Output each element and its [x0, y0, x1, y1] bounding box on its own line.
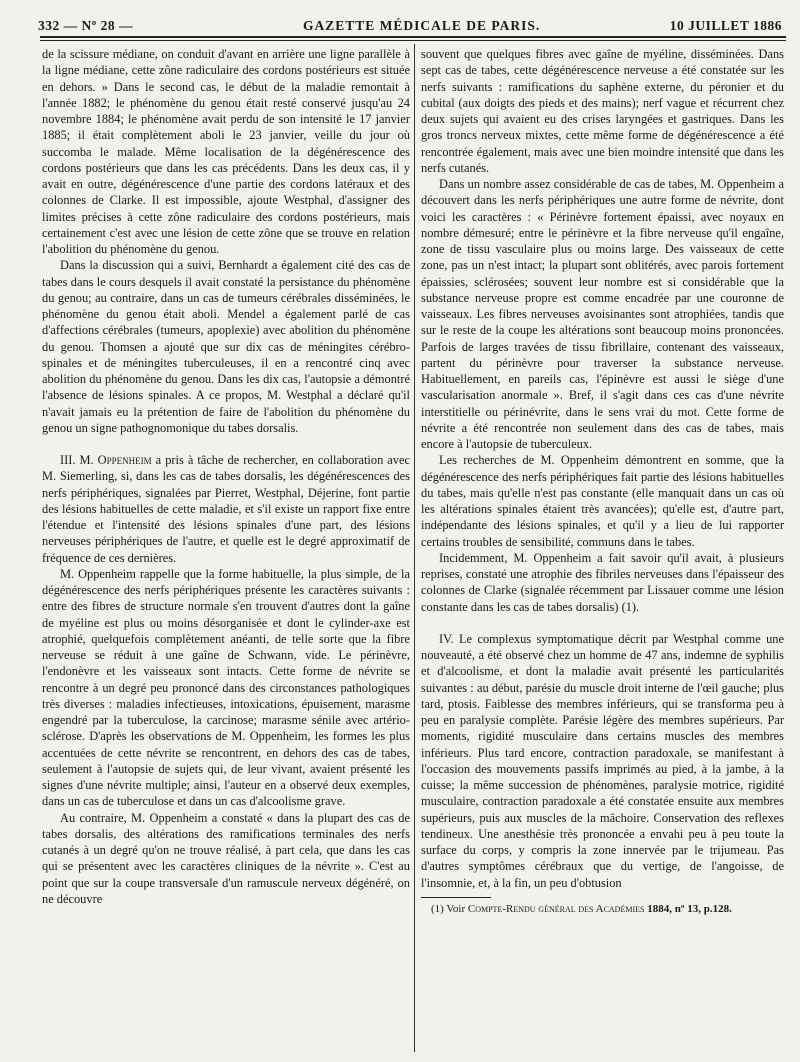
header-rule	[40, 36, 786, 38]
right-paragraph-4: Incidemment, M. Oppenheim a fait savoir qu'il avait, à plusieurs reprises, constaté une atrophie des fibriles nerveuses dans l'épaisseur des colonnes de Clarke (signalée récemment par Lissauer comme une lésion constante dans les cas de tabes dorsalis) (1).	[421, 550, 784, 614]
right-paragraph-2: Dans un nombre assez considérable de cas de tabes, M. Oppenheim a découvert dans les nerfs périphériques une autre forme de névrite, dont voici les caractères : « Périnèvre fortement épaissi, avec noyaux en nombre démesuré; entre le périnèvre et la fibre nerveuse qu'il engaîne, zone de tissu vasculaire plus ou moins large. Des vaisseaux de cette zone, pas un n'est intact; la plupart sont oblitérés, avec parois fortement épaissies, sclérosées; souvent leur nombre est si considérable que la substance nerveuse propre est comme encadrée par une couronne de vaisseaux. Les fibres nerveuses avoisinantes sont atrophiées, tandis que sur le reste de la coupe les altérations sont beaucoup moins prononcées. Parfois de larges travées de tissu fibrillaire, contenant des vaisseaux, partent du périnèvre pour traverser la substance nerveuse. Habituellement, en pareils cas, l'épinèvre est aussi le siège d'une vascularisation anormale ». Bref, il s'agit dans ces cas d'une névrite interstitielle ou périnévrite, dans le sens vrai du mot. Cette forme de névrite a été rencontrée non seulement dans des cas de tabes, mais encore à l'autopsie de tuberculeux.	[421, 177, 784, 451]
left-column	[42, 46, 410, 907]
section-number: III. M.	[60, 453, 94, 467]
right-paragraph-1: souvent que quelques fibres avec gaîne de myéline, disséminées. Dans sept cas de tabes, cette dégénérescence nerveuse a été constatée sur les nerfs suivants : ramifications du saphène externe, du péronier et du cubital (aux doigts des pieds et des mains); nerf vague et récurrent chez deux sujets qui avaient eu des crises laryngées et gastriques. Dans les gros troncs nerveux mixtes, cette même forme de dégénérescence a été rencontrée également, mais avec une bien moindre intensité que dans les nerfs cutanés.	[421, 47, 784, 175]
right-paragraph-5: IV. Le complexus symptomatique décrit par Westphal comme une nouveauté, a été observé chez un homme de 47 ans, indemne de syphilis et d'alcoolisme, et dont la maladie avait présenté les particularités suivantes : au début, parésie du muscle droit interne de l'œil gauche; plus tard, ptosis. Faiblesse des membres inférieurs, qui se transforma peu à peu en paralysie complète. Parésie légère des membres supérieurs. Par moments, rigidité musculaire dans certains muscles des membres inférieurs. Plus tard encore, contraction paradoxale, se manifestant à l'occasion des mouvements passifs imprimés au pied, à la jambe, à la cuisse; la même succession de phénomènes, paralysie motrice, rigidité musculaire, contraction paradoxale a été constatée ensuite aux membres supérieurs, puis aux muscles de la mâchoire. Conservation des reflexes tendineux. Une anesthésie très prononcée a envahi peu à peu toute la surface du corps, y compris la zone innervée par le trijumeau. Pas d'autres symptômes cérébraux que du vertige, de l'angoisse, de l'insomnie, et, à la fin, un peu d'obtusion	[421, 631, 784, 890]
left-paragraph-4: M. Oppenheim rappelle que la forme habituelle, la plus simple, de la dégénérescence des nerfs périphériques présente les caractères suivants : entre des fibres de structure normale s'en trouvent d'autres dont la gaîne de myéline est plus ou moins désorganisée et dont le cylinder-axe est atrophié, quelquefois complètement anéanti, de telle sorte que la fibre nerveuse se réduit à une gaîne de Schwann, vide. Le périnèvre, l'endonèvre et les vaisseaux sont intacts. Cette forme de névrite se rencontre à un degré peu prononcé dans des circonstances pathologiques très diverses : maladies infectieuses, intoxications, épuisement, marasme engendré par la tuberculose, la carcinose; marasme sénile avec artério-sclérose. D'après les observations de M. Oppenheim, les formes les plus accentuées de cette névrite se rencontrent, en dehors des cas de tabes, seulement à l'autopsie de sujets qui, de leur vivant, avaient présenté les signes d'une névrite multiple; ainsi, l'auteur en a observé deux exemples, dans un cas de tuberculose et dans un cas d'alcoolisme grave.	[42, 566, 410, 809]
right-column	[421, 46, 784, 916]
journal-title: GAZETTE MÉDICALE DE PARIS.	[303, 18, 541, 33]
author-name: Oppenheim	[97, 453, 152, 467]
column-separator	[414, 44, 415, 1052]
left-paragraph-5: Au contraire, M. Oppenheim a constaté « dans la plupart des cas de tabes dorsalis, des altérations des ramifications terminales des nerfs cutanés à un degré qu'on ne trouve réalisé, à part cela, que dans les cas qui se présentent avec les caractères cliniques de la névrite ». C'est au point que sur la coupe transversale d'un ramuscule nerveux dégénéré, on ne découvre	[42, 810, 410, 906]
footnote-rule	[421, 897, 491, 898]
left-paragraph-1: de la scissure médiane, on conduit d'avant en arrière une ligne parallèle à la ligne médiane, cette zône radiculaire des cordons postérieurs est située en dehors. » Dans le second cas, le début de la maladie remontait à l'année 1882; le phénomène du genou était resté conservé jusqu'au 24 novembre 1884; le phénomène avait perdu de son intensité le 17 janvier 1885; il était complètement aboli le 23 janvier, veille du jour où succomba le malade. Même localisation de la dégénérescence des cordons postérieurs que dans les cas précédents. Dans les deux cas, il y avait en outre, dégénérescence d'une partie des cordons latéraux et des colonnes de Clarke. Il est impossible, ajoute Westphal, d'assigner des limites précises à cette zône radiculaire des cordons postérieurs, mais certainement c'est avec une lésion de cette zône que se trouve en relation l'abolition du phénomène du genou.	[42, 47, 410, 256]
footnote-prefix: (1) Voir	[431, 902, 466, 915]
footnote	[421, 902, 784, 916]
footnote-source: Compte-Rendu général des Académies	[467, 902, 645, 915]
page-number: 332 — Nº 28 —	[38, 18, 133, 33]
left-paragraph-2: Dans la discussion qui a suivi, Bernhardt a également cité des cas de tabes dans le cours desquels il avait constaté la persistance du phénomène du genou; au contraire, dans un cas de tumeurs cérébrales disséminées, le phénomène du genou était aboli. Mendel a également parlé de cas d'affections cérébrales (tumeurs, apoplexie) avec abolition du phénomène du genou. Thomsen a ajouté que sur dix cas de méningites cérébro-spinales et de méningites tuberculeuses, il en a rencontré cinq avec abolition du phénomène du genou. Dans les dix cas, l'autopsie a démontré l'absence de lésions spinales. A ce propos, M. Westphal a déclaré qu'il n'avait jamais eu la prétention de faire de l'abolition du phénomène du genou un signe pathognomonique du tabes dorsalis.	[42, 258, 410, 435]
page-header	[38, 14, 790, 36]
footnote-reference: 1884, nº 13, p.128.	[647, 902, 732, 915]
issue-date: 10 JUILLET 1886	[669, 18, 782, 33]
right-paragraph-3: Les recherches de M. Oppenheim démontrent en somme, que la dégénérescence des nerfs périphériques fait partie des lésions habituelles du tabes, mais qu'elle n'est pas constante (elle manquait dans un cas où les altérations spinales étaient très avancées); qu'elle est, d'autre part, indépendante des lésions spinales, et qu'il y a lieu de lui rapporter certains troubles de sensibilité, communs dans le tabes.	[421, 453, 784, 549]
header-rule-thin	[40, 40, 786, 41]
left-paragraph-3-text: a pris à tâche de rechercher, en collaboration avec M. Siemerling, si, dans les cas de tabes dorsalis, les dégénérescences des nerfs périphériques, signalées par Pierret, Westphal, Déjerine, font partie des lésions habituelles de cette maladie, et s'il existe un rapport fixe entre l'étendue et l'intensité des lésions spinales d'une part, des lésions nerveuses périphériques de l'autre, et quelle est le degré approximatif de fréquence de ces dernières.	[42, 453, 410, 565]
left-paragraph-3	[42, 452, 410, 566]
